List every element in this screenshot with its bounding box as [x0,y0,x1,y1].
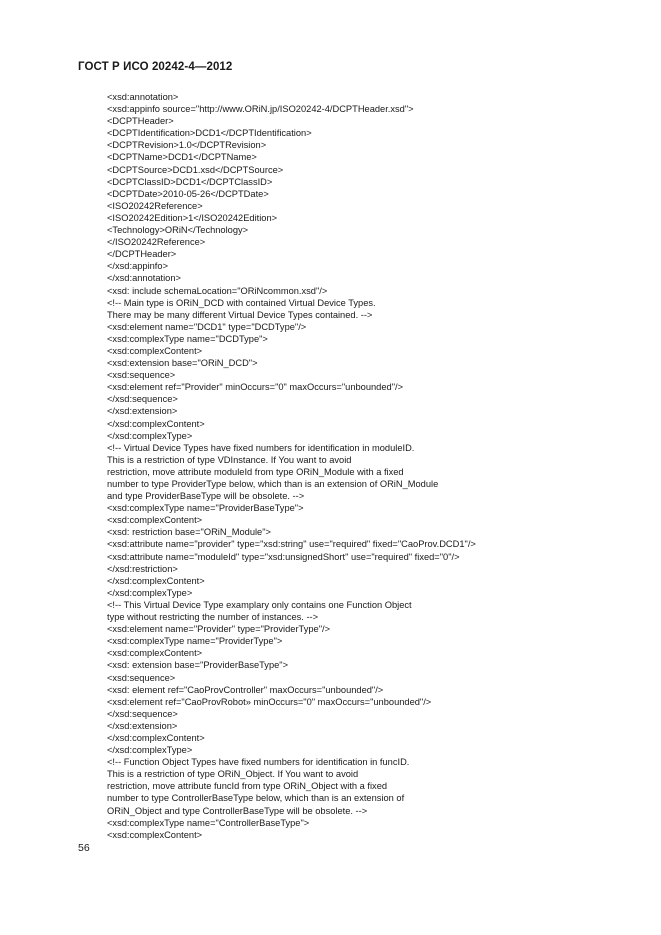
code-line: </xsd:sequence> [107,394,178,405]
code-line: </xsd:annotation> [107,273,181,284]
code-line: type without restricting the number of instances. --> [107,612,319,623]
code-line: <xsd: element ref="CaoProvController" maxOccurs="unbounded"/> [107,684,384,695]
code-line: <xsd:extension base="ORiN_DCD"> [107,358,258,369]
code-line: <xsd: include schemaLocation="ORiNcommon.xsd"/> [107,285,328,296]
code-line: number to type ControllerBaseType below, which than is an extension of [107,793,405,804]
code-line: </ISO20242Reference> [107,237,206,248]
code-line: restriction, move attribute funcId from type ORiN_Object with a fixed [107,781,388,792]
code-line: </xsd:complexType> [107,745,193,756]
code-line: There may be many different Virtual Device Types contained. --> [107,309,373,320]
code-line: <xsd:annotation> [107,92,179,102]
code-line: <DCPTSource>DCD1.xsd</DCPTSource> [107,164,284,175]
code-line: <DCPTHeader> [107,116,174,127]
xsd-code-listing [107,91,637,841]
code-line: </xsd:complexType> [107,587,193,598]
code-line: ORiN_Object and type ControllerBaseType will be obsolete. --> [107,805,368,816]
code-line: <xsd:complexContent> [107,829,203,840]
code-line: This is a restriction of type ORiN_Object. If You want to avoid [107,769,359,780]
code-line: <DCPTRevision>1.0</DCPTRevision> [107,140,267,151]
code-line: </xsd:appinfo> [107,261,168,272]
code-line: <xsd:complexContent> [107,345,203,356]
code-line: <xsd:complexType name="DCDType"> [107,333,268,344]
code-line: <!-- Main type is ORiN_DCD with contained Virtual Device Types. [107,297,376,308]
code-line: <xsd:element ref="CaoProvRobot» minOccurs="0" maxOccurs="unbounded"/> [107,696,432,707]
code-line: <Technology>ORiN</Technology> [107,225,249,236]
code-line: <DCPTClassID>DCD1</DCPTClassID> [107,176,273,187]
code-line: </xsd:complexContent> [107,418,205,429]
code-line: <xsd:complexContent> [107,648,203,659]
code-line: <ISO20242Reference> [107,200,203,211]
code-line: </xsd:extension> [107,406,178,417]
code-line: <xsd:attribute name="provider" type="xsd:string" use="required" fixed="CaoProv.DCD1"/> [107,539,476,550]
code-line: <xsd:element name="Provider" type="ProviderType"/> [107,624,331,635]
code-line: <xsd:complexContent> [107,515,203,526]
code-line: <DCPTDate>2010-05-26</DCPTDate> [107,188,269,199]
code-line: <DCPTIdentification>DCD1</DCPTIdentification> [107,128,312,139]
code-line: </xsd:extension> [107,720,178,731]
code-line: </xsd:sequence> [107,708,178,719]
code-line: This is a restriction of type VDInstance. If You want to avoid [107,454,352,465]
code-line: <xsd:sequence> [107,370,176,381]
code-line: <xsd:element name="DCD1" type="DCDType"/> [107,321,307,332]
code-line: <!-- Function Object Types have fixed numbers for identification in funcID. [107,757,410,768]
code-line: <xsd:attribute name="moduleId" type="xsd:unsignedShort" use="required" fixed="0"/> [107,551,460,562]
code-line: <!-- This Virtual Device Type examplary only contains one Function Object [107,599,412,610]
code-line: <!-- Virtual Device Types have fixed numbers for identification in moduleID. [107,442,415,453]
code-line: </xsd:complexType> [107,430,193,441]
code-line: <xsd:complexType name="ProviderBaseType"> [107,503,304,514]
code-line: </xsd:complexContent> [107,575,205,586]
code-line: <xsd:element ref="Provider" minOccurs="0" maxOccurs="unbounded"/> [107,382,404,393]
code-line: <xsd:complexType name="ProviderType"> [107,636,283,647]
page-header-standard-id: ГОСТ Р ИСО 20242-4—2012 [78,61,233,73]
code-line: <xsd: restriction base="ORiN_Module"> [107,527,271,538]
code-line: number to type ProviderType below, which than is an extension of ORiN_Module [107,479,439,489]
code-line: restriction, move attribute moduleId from type ORiN_Module with a fixed [107,466,404,477]
code-line: <xsd:complexType name="ControllerBaseType"> [107,817,310,828]
code-line: </xsd:complexContent> [107,732,205,743]
code-line: <ISO20242Edition>1</ISO20242Edition> [107,212,278,223]
code-line: </DCPTHeader> [107,249,177,260]
code-line: <xsd:sequence> [107,672,176,683]
code-line: and type ProviderBaseType will be obsolete. --> [107,491,305,502]
page-number: 56 [78,842,90,854]
code-line: <DCPTName>DCD1</DCPTName> [107,152,257,163]
code-line: <xsd:appinfo source="http://www.ORiN.jp/ISO20242-4/DCPTHeader.xsd"> [107,104,414,115]
code-line: <xsd: extension base="ProviderBaseType"> [107,660,289,671]
code-line: </xsd:restriction> [107,563,178,574]
